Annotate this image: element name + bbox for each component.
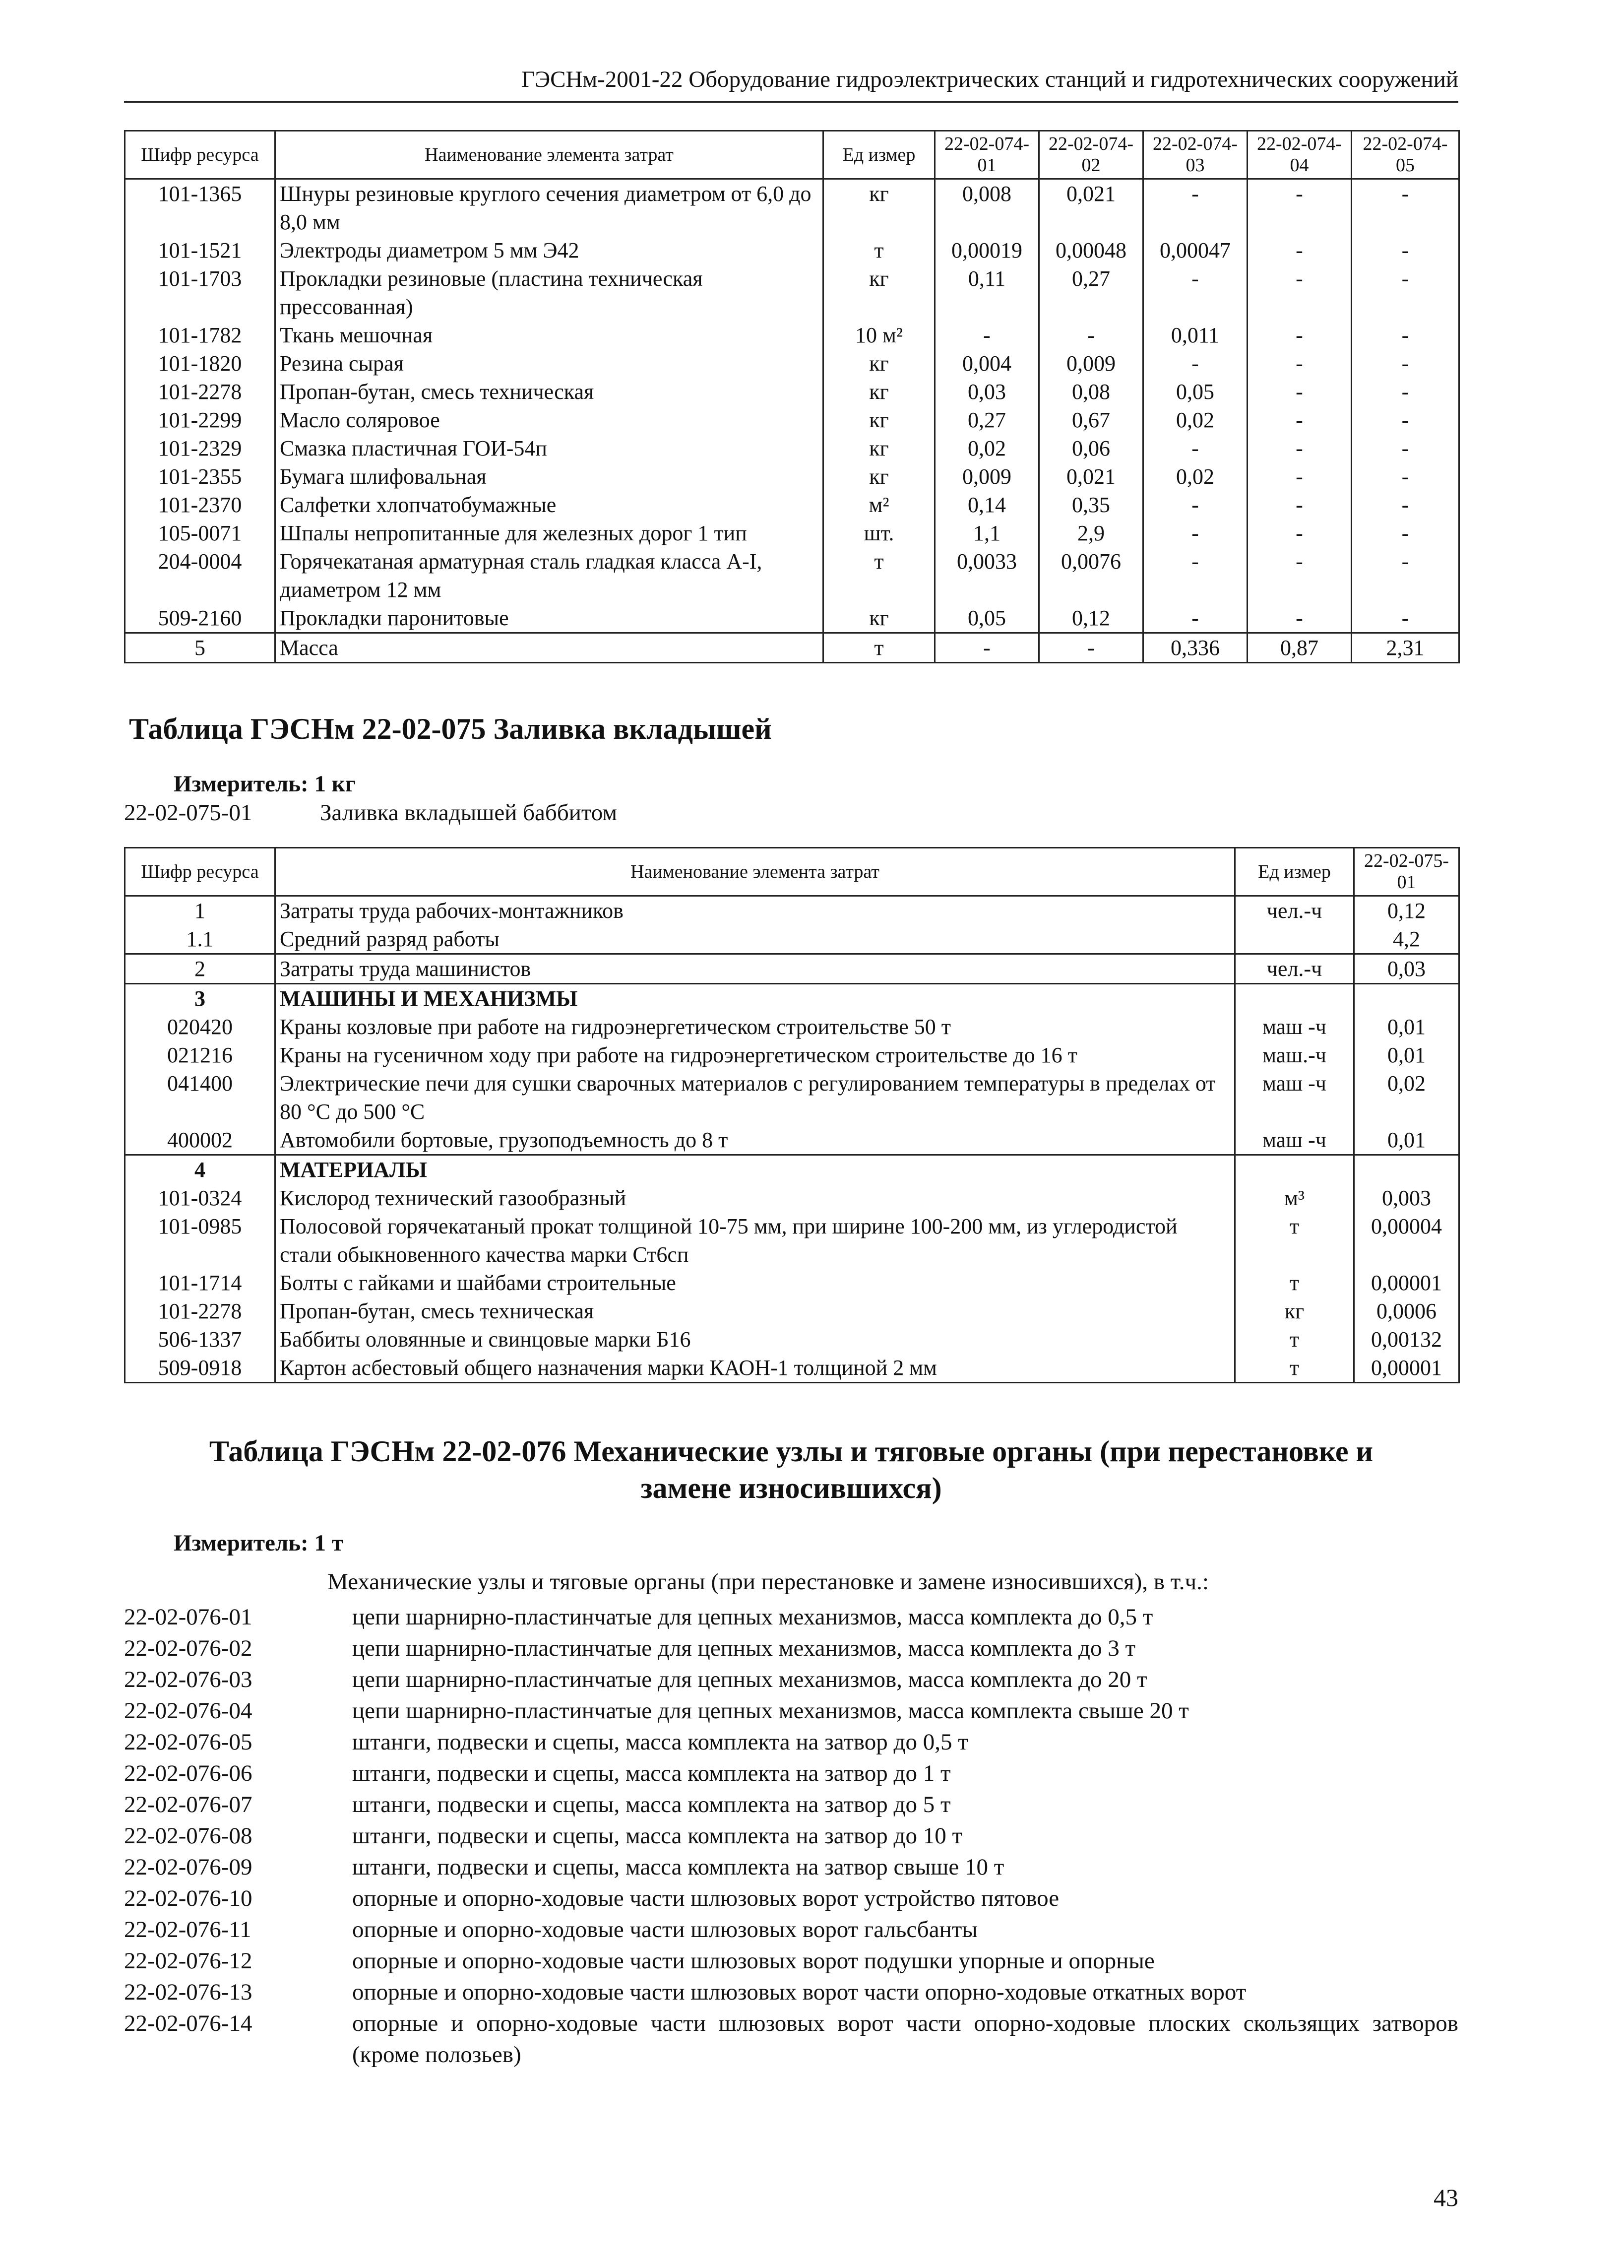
resource-code-cell: 101-2299 [125,406,275,434]
unit-cell: м² [823,491,935,519]
table-row [125,434,1459,462]
value-cell: 0,011 [1143,321,1248,349]
header-cell: 22-02-074-03 [1143,131,1248,179]
unit-cell: кг [823,462,935,491]
value-cell: - [1352,236,1459,264]
list-item [124,1914,1458,1945]
value-cell: - [1352,547,1459,604]
item-code: 22-02-076-02 [124,1635,252,1661]
table-row [125,1325,1459,1354]
item-code: 22-02-076-06 [124,1760,252,1786]
value-cell: 0,02 [935,434,1039,462]
resource-name-cell: Шпалы непропитанные для железных дорог 1 тип [275,519,823,547]
value-cell: 0,08 [1039,378,1143,406]
item-code: 22-02-076-11 [124,1917,251,1943]
value-cell: 0,0033 [935,547,1039,604]
table-row [125,491,1459,519]
value-cell: 0,00048 [1039,236,1143,264]
value-cell: - [1352,321,1459,349]
item-code: 22-02-076-03 [124,1667,252,1692]
item-code: 22-02-076-05 [124,1729,252,1755]
table-row [125,1155,1459,1184]
unit-cell [1235,925,1354,954]
value-cell: - [1352,491,1459,519]
table-row [125,1126,1459,1155]
value-cell: 0,003 [1354,1184,1459,1212]
resource-name-cell: Затраты труда рабочих-монтажников [275,896,1235,925]
unit-cell: кг [823,604,935,633]
item-text: опорные и опорно-ходовые части шлюзовых ворот устройство пятовое [352,1885,1060,1911]
value-cell: - [1039,321,1143,349]
value-cell: - [1143,519,1248,547]
table-row [125,236,1459,264]
table-row [125,1354,1459,1383]
work-code: 22-02-075-01 [124,800,252,826]
value-cell: 0,27 [935,406,1039,434]
resource-name-cell: МАШИНЫ И МЕХАНИЗМЫ [275,984,1235,1013]
value-cell: 0,01 [1354,1041,1459,1069]
table-075-meter [174,770,1458,798]
resource-code-cell: 3 [125,984,275,1013]
table-row [125,1184,1459,1212]
resource-code-cell: 509-2160 [125,604,275,633]
value-cell: 0,00001 [1354,1354,1459,1383]
table-row [125,1069,1459,1126]
document-page [124,65,1458,2071]
item-code: 22-02-076-12 [124,1948,252,1974]
value-cell: - [1352,519,1459,547]
unit-cell: т [1235,1269,1354,1297]
table-row [125,547,1459,604]
table-row [125,984,1459,1013]
resource-name-cell: Полосовой горячекатаный прокат толщиной 10-75 мм, при ширине 100-200 мм, из углеродистой стали обыкновенного качества марки Ст6сп [275,1212,1235,1269]
unit-cell: кг [823,406,935,434]
unit-cell: т [823,236,935,264]
unit-cell: кг [823,378,935,406]
resource-code-cell: 101-2278 [125,1297,275,1325]
unit-cell: маш -ч [1235,1126,1354,1155]
value-cell: - [1248,179,1352,237]
value-cell: - [1248,434,1352,462]
resource-name-cell: Электроды диаметром 5 мм Э42 [275,236,823,264]
meter-value: 1 т [314,1530,343,1556]
resource-name-cell: Пропан-бутан, смесь техническая [275,378,823,406]
unit-cell: кг [823,179,935,237]
value-cell: - [935,321,1039,349]
value-cell: 0,0076 [1039,547,1143,604]
table-row [125,519,1459,547]
table-row [125,1013,1459,1041]
resource-name-cell: Кислород технический газообразный [275,1184,1235,1212]
resource-code-cell: 506-1337 [125,1325,275,1354]
item-code: 22-02-076-14 [124,2010,252,2036]
resource-code-cell: 204-0004 [125,547,275,604]
header-cell: 22-02-074-01 [935,131,1039,179]
list-item [124,1852,1458,1883]
list-item [124,1758,1458,1789]
value-cell: 0,05 [1143,378,1248,406]
unit-cell: м³ [1235,1184,1354,1212]
item-code: 22-02-076-10 [124,1885,252,1911]
list-item [124,1789,1458,1820]
value-cell: 4,2 [1354,925,1459,954]
table-074-header [125,131,1459,179]
resource-code-cell: 101-2355 [125,462,275,491]
resource-code-cell: 021216 [125,1041,275,1069]
table-076-title [124,1433,1458,1506]
unit-cell: т [1235,1212,1354,1269]
value-cell: 0,27 [1039,264,1143,321]
item-text: штанги, подвески и сцепы, масса комплекта на затвор до 1 т [352,1760,951,1786]
resource-name-cell: Картон асбестовый общего назначения марки КАОН-1 толщиной 2 мм [275,1354,1235,1383]
resource-code-cell: 101-2370 [125,491,275,519]
table-076-title-line2: замене износившихся) [640,1472,942,1504]
table-076-title-line1: Таблица ГЭСНм 22-02-076 Механические узлы и тяговые органы (при перестановке и [209,1435,1374,1468]
unit-cell: кг [823,434,935,462]
header-cell: Ед измер [1235,848,1354,896]
item-text: цепи шарнирно-пластинчатые для цепных механизмов, масса комплекта свыше 20 т [352,1698,1189,1724]
table-075-work [124,798,1458,827]
resource-name-cell: Бумага шлифовальная [275,462,823,491]
unit-cell: чел.-ч [1235,954,1354,984]
value-cell: 0,00132 [1354,1325,1459,1354]
table-074-body [125,179,1459,663]
resource-name-cell: Прокладки резиновые (пластина техническая прессованная) [275,264,823,321]
item-text: штанги, подвески и сцепы, масса комплекта на затвор до 10 т [352,1823,962,1849]
table-row [125,321,1459,349]
resource-name-cell: Краны козловые при работе на гидроэнергетическом строительстве 50 т [275,1013,1235,1041]
item-text: штанги, подвески и сцепы, масса комплекта на затвор свыше 10 т [352,1854,1004,1880]
table-row [125,406,1459,434]
value-cell: 0,009 [935,462,1039,491]
header-cell: Шифр ресурса [125,848,275,896]
unit-cell: кг [823,264,935,321]
value-cell: - [1352,462,1459,491]
resource-code-cell: 1.1 [125,925,275,954]
table-row [125,896,1459,925]
value-cell: - [1248,406,1352,434]
value-cell: - [1352,378,1459,406]
resource-code-cell: 101-1714 [125,1269,275,1297]
resource-name-cell: Горячекатаная арматурная сталь гладкая класса А-I, диаметром 12 мм [275,547,823,604]
value-cell: 0,87 [1248,633,1352,663]
table-075-title: Таблица ГЭСНм 22-02-075 Заливка вкладышей [129,713,772,745]
value-cell: - [1248,462,1352,491]
item-text: опорные и опорно-ходовые части шлюзовых ворот подушки упорные и опорные [352,1948,1155,1974]
value-cell: - [1248,519,1352,547]
table-row [125,1212,1459,1269]
value-cell: 0,01 [1354,1126,1459,1155]
value-cell: - [1143,179,1248,237]
resource-name-cell: Баббиты оловянные и свинцовые марки Б16 [275,1325,1235,1354]
resource-code-cell: 101-0324 [125,1184,275,1212]
list-item [124,1664,1458,1695]
value-cell: - [1352,406,1459,434]
table-row [125,179,1459,237]
table-075-body [125,896,1459,1383]
value-cell: 0,35 [1039,491,1143,519]
unit-cell: маш -ч [1235,1013,1354,1041]
resource-code-cell: 5 [125,633,275,663]
value-cell: 0,00019 [935,236,1039,264]
value-cell: 0,06 [1039,434,1143,462]
table-row [125,378,1459,406]
item-code: 22-02-076-04 [124,1698,252,1724]
table-075-header [125,848,1459,896]
value-cell: 0,03 [1354,954,1459,984]
list-item [124,1695,1458,1727]
resource-code-cell: 105-0071 [125,519,275,547]
table-row [125,264,1459,321]
list-item [124,1820,1458,1852]
resource-name-cell: Пропан-бутан, смесь техническая [275,1297,1235,1325]
resource-name-cell: Затраты труда машинистов [275,954,1235,984]
value-cell: 0,05 [935,604,1039,633]
table-075 [124,847,1460,1383]
value-cell: - [1248,264,1352,321]
value-cell: 0,0006 [1354,1297,1459,1325]
value-cell: 0,12 [1354,896,1459,925]
value-cell: 0,02 [1143,406,1248,434]
resource-code-cell: 4 [125,1155,275,1184]
value-cell: 0,00001 [1354,1269,1459,1297]
unit-cell: т [1235,1354,1354,1383]
value-cell: - [1248,236,1352,264]
unit-cell: т [1235,1325,1354,1354]
unit-cell: маш.-ч [1235,1041,1354,1069]
resource-name-cell: Шнуры резиновые круглого сечения диаметром от 6,0 до 8,0 мм [275,179,823,237]
value-cell: - [1248,378,1352,406]
value-cell: - [1143,349,1248,378]
value-cell: 0,01 [1354,1013,1459,1041]
item-code: 22-02-076-07 [124,1792,252,1817]
list-item [124,1727,1458,1758]
unit-cell [1235,984,1354,1013]
resource-code-cell: 101-1365 [125,179,275,237]
value-cell: - [1143,604,1248,633]
table-row [125,1269,1459,1297]
resource-name-cell: Автомобили бортовые, грузоподъемность до 8 т [275,1126,1235,1155]
header-cell: Наименование элемента затрат [275,131,823,179]
item-code: 22-02-076-08 [124,1823,252,1849]
page-number: 43 [1434,2184,1458,2211]
value-cell: - [1143,547,1248,604]
item-code: 22-02-076-09 [124,1854,252,1880]
resource-code-cell: 101-1782 [125,321,275,349]
resource-name-cell: Масса [275,633,823,663]
table-row [125,1041,1459,1069]
value-cell: 1,1 [935,519,1039,547]
value-cell [1354,1155,1459,1184]
value-cell: - [935,633,1039,663]
value-cell: 0,02 [1143,462,1248,491]
table-row [125,633,1459,663]
resource-code-cell: 041400 [125,1069,275,1126]
value-cell: - [1248,491,1352,519]
value-cell: 0,009 [1039,349,1143,378]
value-cell: 0,021 [1039,462,1143,491]
value-cell: 0,00047 [1143,236,1248,264]
table-row [125,925,1459,954]
meter-value: 1 кг [314,771,356,797]
value-cell: - [1039,633,1143,663]
value-cell: - [1248,604,1352,633]
value-cell: - [1352,604,1459,633]
value-cell: 0,021 [1039,179,1143,237]
item-text: цепи шарнирно-пластинчатые для цепных механизмов, масса комплекта до 3 т [352,1635,1135,1661]
resource-code-cell: 101-2278 [125,378,275,406]
item-text: опорные и опорно-ходовые части шлюзовых ворот гальсбанты [352,1917,978,1943]
value-cell [1354,984,1459,1013]
list-item [124,1883,1458,1914]
running-head: ГЭСНм-2001-22 Оборудование гидроэлектрических станций и гидротехнических сооружений [124,65,1458,103]
unit-cell: кг [823,349,935,378]
value-cell: - [1143,264,1248,321]
value-cell: - [1143,434,1248,462]
item-text: опорные и опорно-ходовые части шлюзовых ворот части опорно-ходовые плоских скользящих затворов (кроме полозьев) [352,2010,1458,2068]
item-text: опорные и опорно-ходовые части шлюзовых ворот части опорно-ходовые откатных ворот [352,1979,1247,2005]
unit-cell [1235,1155,1354,1184]
resource-code-cell: 020420 [125,1013,275,1041]
value-cell: 2,31 [1352,633,1459,663]
table-row [125,604,1459,633]
list-item [124,1602,1458,1633]
resource-name-cell: Прокладки паронитовые [275,604,823,633]
table-row [125,1297,1459,1325]
resource-code-cell: 101-1521 [125,236,275,264]
unit-cell: т [823,547,935,604]
unit-cell: кг [1235,1297,1354,1325]
value-cell: 0,004 [935,349,1039,378]
header-cell: 22-02-074-05 [1352,131,1459,179]
header-cell: 22-02-074-02 [1039,131,1143,179]
unit-cell: маш -ч [1235,1069,1354,1126]
table-row [125,349,1459,378]
item-text: штанги, подвески и сцепы, масса комплекта на затвор до 5 т [352,1792,951,1817]
work-name: Заливка вкладышей баббитом [320,800,618,826]
value-cell: - [1248,321,1352,349]
meter-label: Измеритель: [174,771,309,797]
resource-name-cell: МАТЕРИАЛЫ [275,1155,1235,1184]
header-cell: 22-02-075-01 [1354,848,1459,896]
table-row [125,462,1459,491]
unit-cell: шт. [823,519,935,547]
value-cell: - [1352,349,1459,378]
value-cell: 0,336 [1143,633,1248,663]
value-cell: 2,9 [1039,519,1143,547]
list-item [124,1633,1458,1664]
value-cell: 0,03 [935,378,1039,406]
resource-name-cell: Электрические печи для сушки сварочных материалов с регулированием температуры в пределах от 80 °С до 500 °С [275,1069,1235,1126]
resource-name-cell: Средний разряд работы [275,925,1235,954]
unit-cell: 10 м² [823,321,935,349]
resource-name-cell: Резина сырая [275,349,823,378]
resource-name-cell: Салфетки хлопчатобумажные [275,491,823,519]
table-row [125,954,1459,984]
value-cell: 0,12 [1039,604,1143,633]
value-cell: 0,11 [935,264,1039,321]
table-074 [124,130,1460,663]
resource-code-cell: 101-2329 [125,434,275,462]
item-text: штанги, подвески и сцепы, масса комплекта на затвор до 0,5 т [352,1729,968,1755]
resource-name-cell: Масло соляровое [275,406,823,434]
value-cell: - [1352,179,1459,237]
unit-cell: т [823,633,935,663]
value-cell: 0,02 [1354,1069,1459,1126]
value-cell: 0,008 [935,179,1039,237]
value-cell: - [1143,491,1248,519]
resource-name-cell: Ткань мешочная [275,321,823,349]
item-text: цепи шарнирно-пластинчатые для цепных механизмов, масса комплекта до 20 т [352,1667,1147,1692]
header-cell: Ед измер [823,131,935,179]
header-cell: 22-02-074-04 [1248,131,1352,179]
item-code: 22-02-076-01 [124,1604,252,1630]
resource-code-cell: 101-1703 [125,264,275,321]
value-cell: - [1352,264,1459,321]
resource-name-cell: Смазка пластичная ГОИ-54п [275,434,823,462]
meter-label: Измеритель: [174,1530,309,1556]
unit-cell: чел.-ч [1235,896,1354,925]
resource-code-cell: 101-1820 [125,349,275,378]
resource-code-cell: 2 [125,954,275,984]
value-cell: 0,67 [1039,406,1143,434]
resource-name-cell: Болты с гайками и шайбами строительные [275,1269,1235,1297]
resource-code-cell: 1 [125,896,275,925]
resource-code-cell: 101-0985 [125,1212,275,1269]
list-item [124,2008,1458,2071]
table-076-list [124,1602,1458,2071]
value-cell: 0,00004 [1354,1212,1459,1269]
list-item [124,1977,1458,2008]
item-code: 22-02-076-13 [124,1979,252,2005]
resource-code-cell: 400002 [125,1126,275,1155]
header-cell: Шифр ресурса [125,131,275,179]
list-item [124,1945,1458,1977]
item-text: цепи шарнирно-пластинчатые для цепных механизмов, масса комплекта до 0,5 т [352,1604,1153,1630]
header-cell: Наименование элемента затрат [275,848,1235,896]
table-076-meter [174,1529,1458,1557]
resource-name-cell: Краны на гусеничном ходу при работе на гидроэнергетическом строительстве до 16 т [275,1041,1235,1069]
value-cell: - [1352,434,1459,462]
table-076-list-head: Механические узлы и тяговые органы (при перестановке и замене износившихся), в т.ч.: [327,1569,1209,1595]
resource-code-cell: 509-0918 [125,1354,275,1383]
value-cell: - [1248,547,1352,604]
value-cell: - [1248,349,1352,378]
value-cell: 0,14 [935,491,1039,519]
